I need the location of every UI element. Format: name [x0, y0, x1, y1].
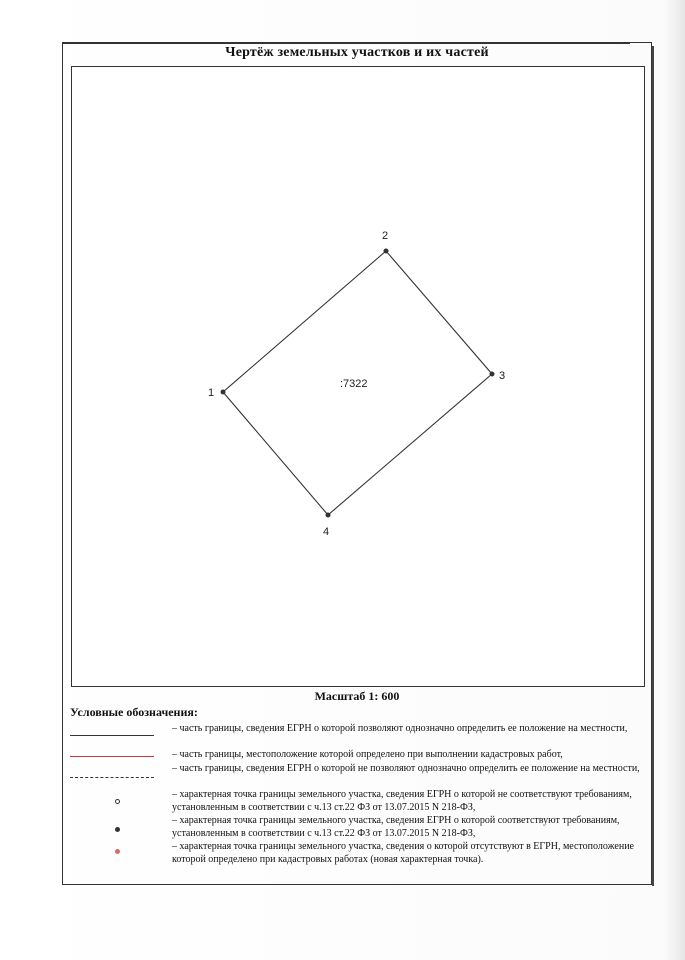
legend-text: – характерная точка границы земельного участка, сведения ЕГРН о которой соответствуют требованиям, установленным в соответствии с ч.13 ст.22 ФЗ от 13.07.2015 N 218-ФЗ, [172, 815, 620, 839]
point-1-marker [221, 390, 226, 395]
point-4-label: 4 [323, 526, 330, 538]
point-2-label: 2 [382, 230, 389, 242]
legend-item-solid-black-line [70, 722, 640, 748]
legend-item-filled-black-point [70, 814, 640, 840]
legend-item-solid-red-line [70, 748, 640, 761]
scale-label: Масштаб 1: 600 [314, 689, 400, 703]
point-3-marker [490, 372, 495, 377]
point-4-marker [326, 513, 331, 518]
filled-black-point-icon [115, 827, 120, 832]
solid-black-line-symbol [70, 735, 154, 736]
point-2-marker [384, 249, 389, 254]
map-area [71, 66, 645, 687]
point-1-label: 1 [208, 387, 215, 399]
parcel-drawing [72, 67, 644, 686]
legend-item-hollow-black-point [70, 788, 640, 814]
solid-red-line-symbol [70, 756, 154, 757]
legend-title: Условные обозначения: [70, 705, 198, 719]
legend-text: – характерная точка границы земельного участка, сведения о которой отсутствуют в ЕГРН, местоположение которой определено при кадастровых работах (новая характерная точка). [172, 841, 634, 865]
dashed-black-line-symbol [70, 777, 154, 778]
parcel-number-label: :7322 [340, 378, 368, 390]
point-3-label: 3 [499, 370, 506, 382]
legend-text: – часть границы, сведения ЕГРН о которой не позволяют однозначно определить ее положение на местности, [172, 763, 640, 774]
frame-shadow [652, 46, 654, 886]
hollow-point-icon [115, 799, 120, 804]
legend-text: – часть границы, сведения ЕГРН о которой позволяют однозначно определить ее положение на местности, [172, 723, 628, 734]
legend-text: – характерная точка границы земельного участка, сведения ЕГРН о которой не соответствуют требованиям, установленным в соответствии с ч.13 ст.22 ФЗ от 13.07.2015 N 218-ФЗ, [172, 789, 632, 813]
legend-text: – часть границы, местоположение которой определено при выполнении кадастровых работ, [172, 749, 563, 760]
filled-red-point-icon [115, 849, 120, 854]
title-rule [62, 42, 630, 44]
legend-item-filled-red-point [70, 840, 640, 866]
drawing-title: Чертёж земельных участков и их частей [225, 45, 489, 60]
legend-item-dashed-black-line [70, 762, 640, 788]
